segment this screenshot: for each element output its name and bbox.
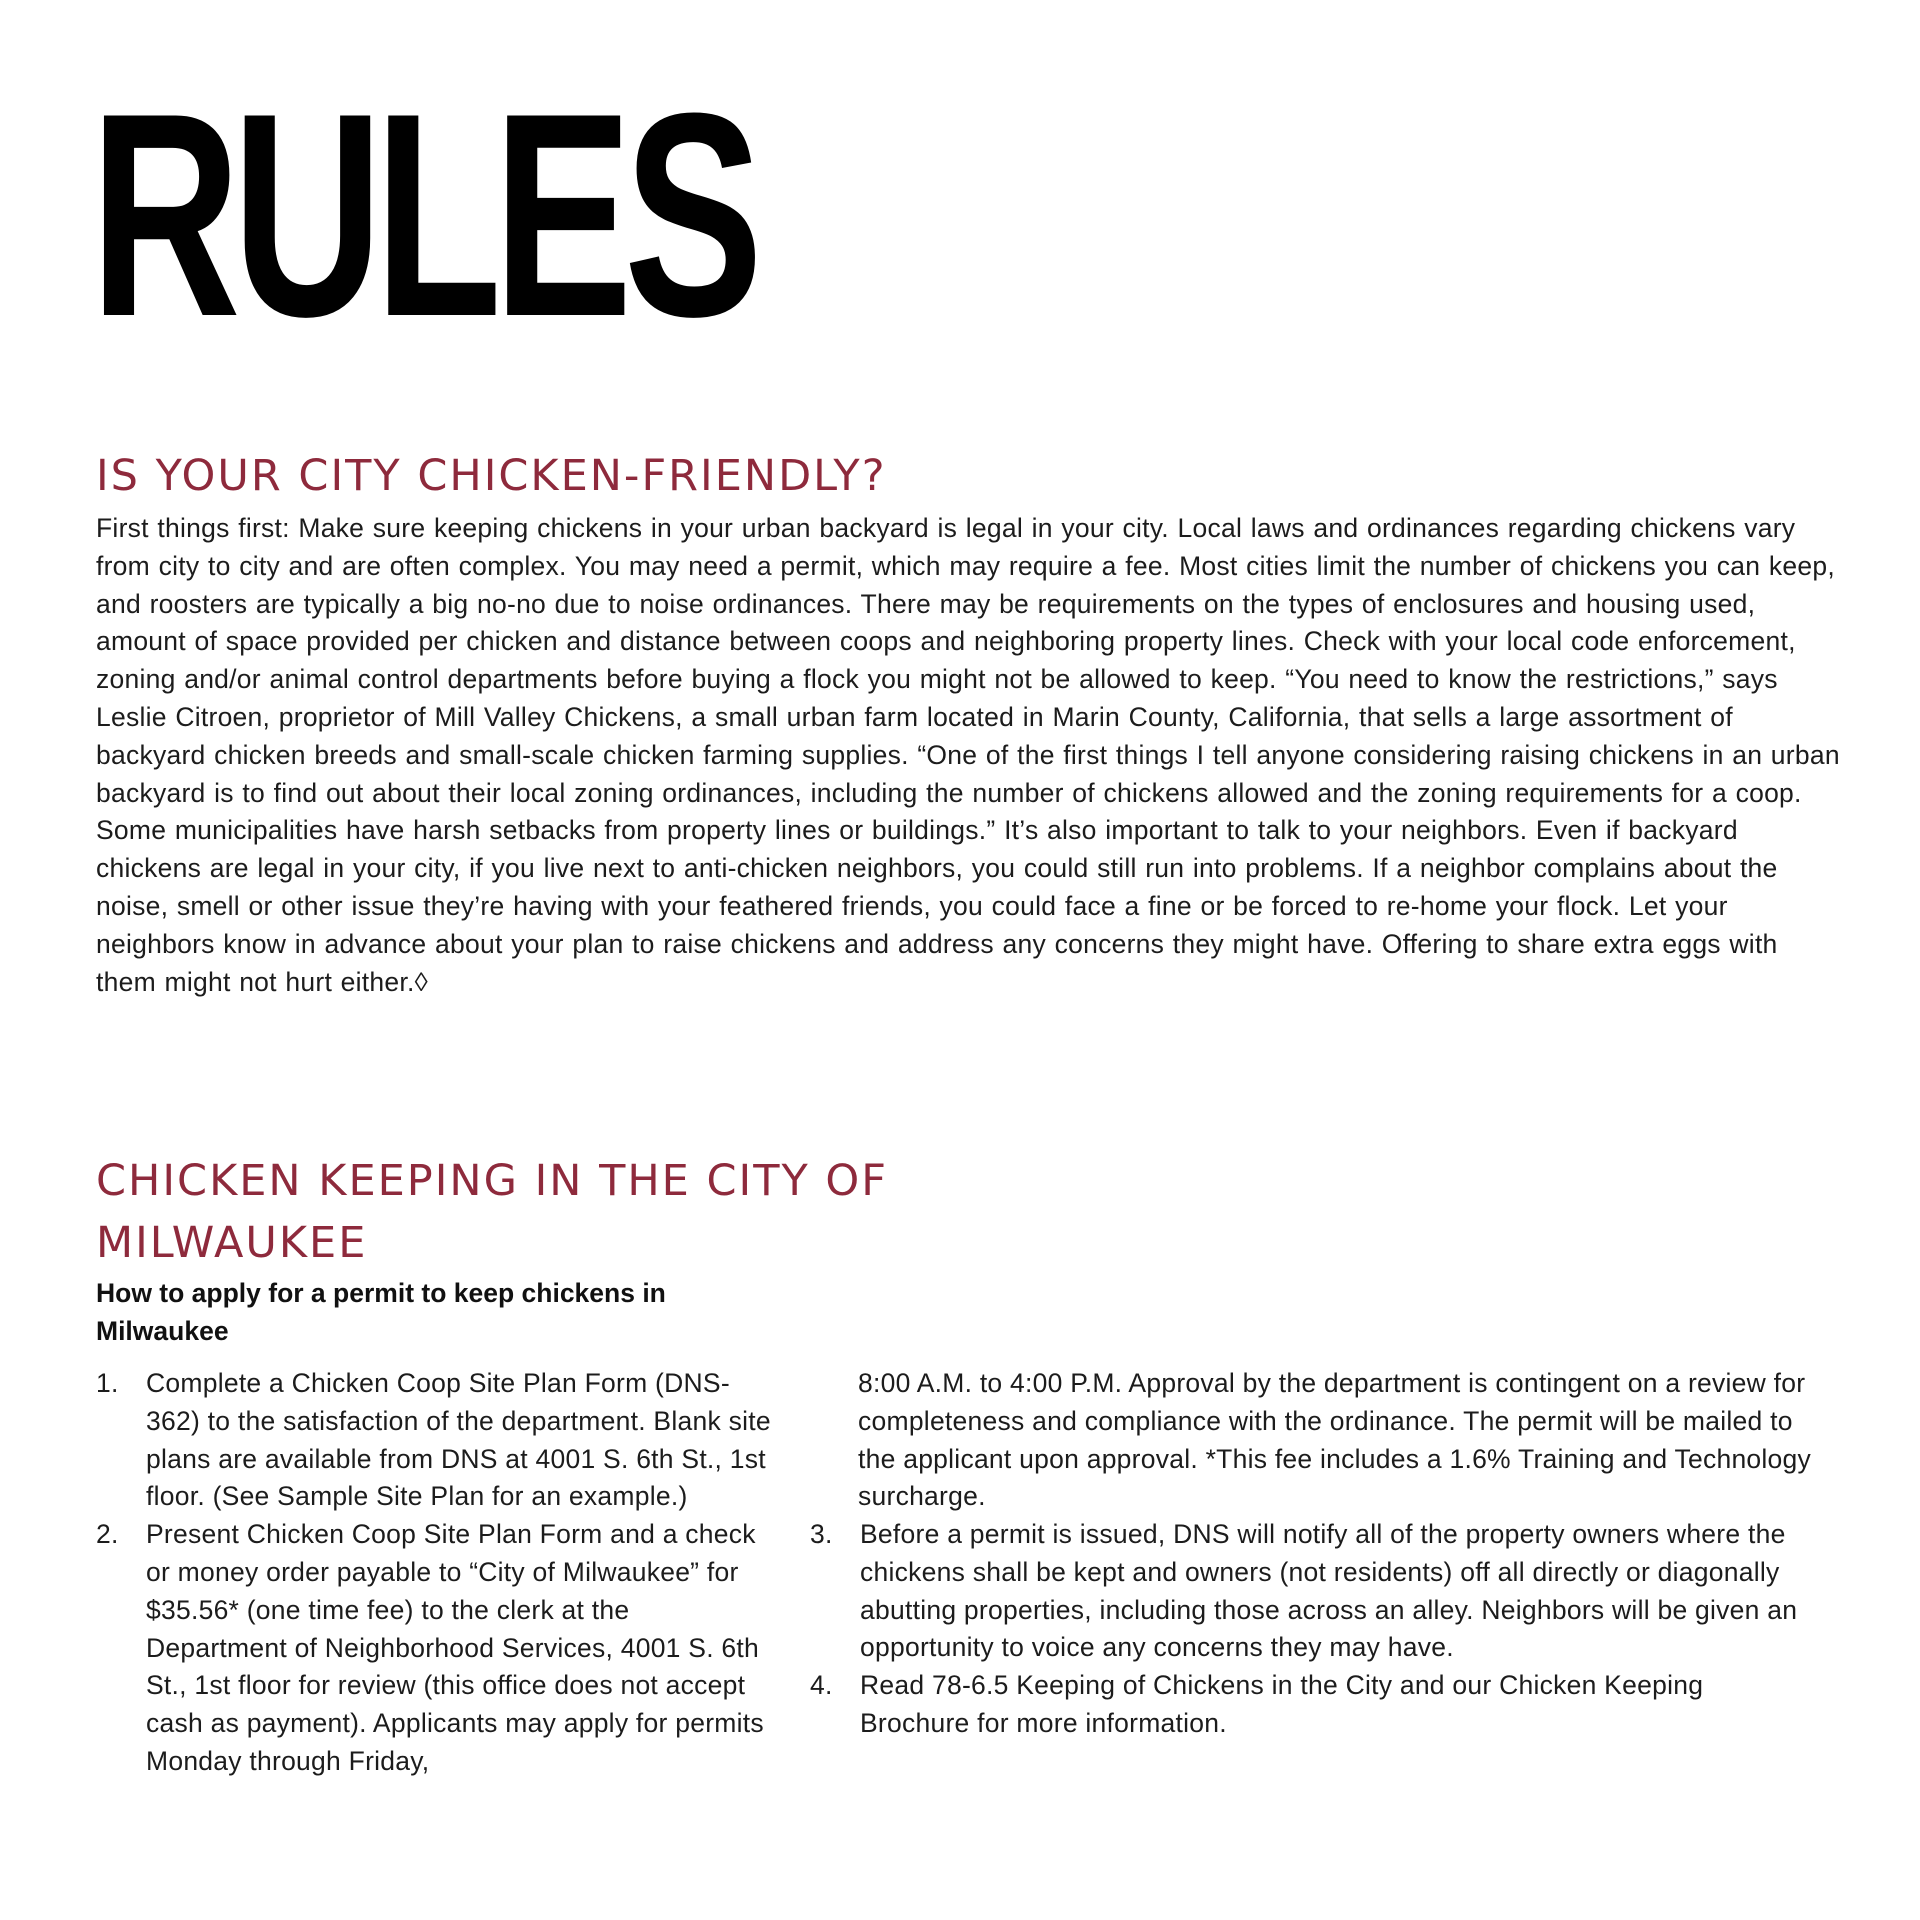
intro-paragraph: First things first: Make sure keeping chickens in your urban backyard is legal in your city. Local laws and ordinances regarding chickens vary from city to city and are often complex. You may need a permit, which may require a fee. Most cities limit the number of chickens you can keep, and roosters are typically a big no-no due to noise ordinances. There may be requirements on the types of enclosures and housing used, amount of space provided per chicken and distance between coops and neighboring property lines. Check with your local code enforcement, zoning and/or animal control departments before buying a flock you might not be allowed to keep. “You need to know the restrictions,” says Leslie Citroen, proprietor of Mill Valley Chickens, a small urban farm located in Marin County, California, that sells a large assortment of backyard chicken breeds and small-scale chicken farming supplies. “One of the first things I tell anyone considering raising chickens in an urban backyard is to find out about their local zoning ordinances, including the number of chickens allowed and the zoning requirements for a coop. Some municipalities have harsh setbacks from property lines or buildings.” It’s also important to talk to your neighbors. Even if backyard chickens are legal in your city, if you live next to anti-chicken neighbors, you could still run into problems. If a neighbor complains about the noise, smell or other issue they’re having with your feathered friends, you could face a fine or be forced to re-home your flock. Let your neighbors know in advance about your plan to raise chickens and address any concerns they might have. Offering to share extra eggs with them might not hurt either.◊ — [96, 513, 1840, 997]
steps-list-left — [96, 1365, 776, 1781]
step-number: 1. — [96, 1368, 119, 1398]
step-text: Before a permit is issued, DNS will notify all of the property owners where the chickens shall be kept and owners (not residents) off all directly or diagonally abutting properties, including those across an alley. Neighbors will be given an opportunity to voice any concerns they may have. — [860, 1519, 1798, 1663]
permit-subheading: How to apply for a permit to keep chickens in Milwaukee — [96, 1278, 666, 1346]
list-item — [810, 1667, 1820, 1743]
page-title: RULES — [90, 53, 755, 377]
list-item — [96, 1365, 776, 1516]
list-item — [96, 1516, 776, 1781]
step-2-continuation: 8:00 A.M. to 4:00 P.M. Approval by the department is contingent on a review for completeness and compliance with the ordinance. The permit will be mailed to the applicant upon approval. *This fee includes a 1.6% Training and Technology surcharge. — [858, 1368, 1812, 1512]
step-text: Present Chicken Coop Site Plan Form and a check or money order payable to “City of Milwaukee” for $35.56* (one time fee) to the clerk at the Department of Neighborhood Services, 4001 S. 6th St., 1st floor for review (this office does not accept cash as payment). Applicants may apply for permits Monday through Friday, — [146, 1519, 764, 1776]
steps-list-right — [810, 1516, 1820, 1743]
step-text: Read 78-6.5 Keeping of Chickens in the City and our Chicken Keeping Brochure for more information. — [860, 1670, 1704, 1738]
step-number: 4. — [810, 1670, 833, 1701]
section-heading-chicken-friendly: IS YOUR CITY CHICKEN-FRIENDLY? — [96, 451, 887, 501]
step-number: 2. — [96, 1519, 119, 1550]
step-text: Complete a Chicken Coop Site Plan Form (DNS-362) to the satisfaction of the department. Blank site plans are available from DNS at 4001 S. 6th St., 1st floor. (See Sample Site Plan for an example.) — [146, 1368, 771, 1512]
list-item — [810, 1516, 1820, 1667]
section-heading-milwaukee: CHICKEN KEEPING IN THE CITY OF MILWAUKEE — [96, 1156, 889, 1268]
step-number: 3. — [810, 1519, 833, 1549]
